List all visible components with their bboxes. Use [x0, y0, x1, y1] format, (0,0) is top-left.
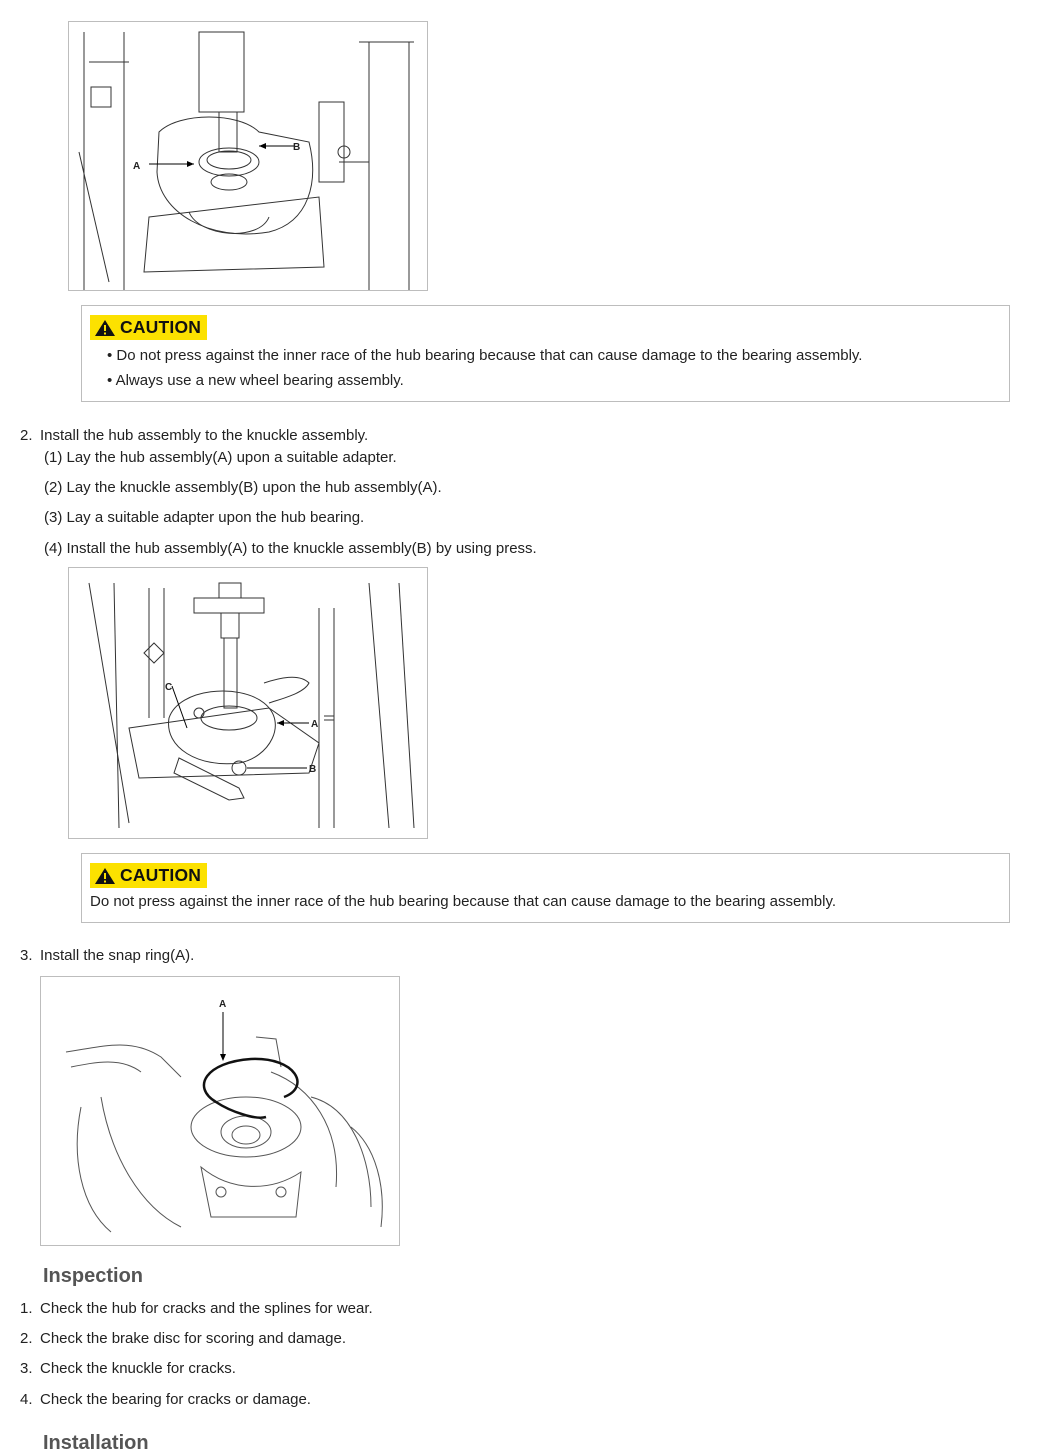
warning-icon: [94, 319, 116, 337]
callout-a: A: [219, 999, 227, 1010]
step-text: Install the hub assembly to the knuckle assembly.: [40, 427, 369, 444]
inspection-heading: Inspection: [43, 1265, 144, 1287]
inspection-item: [20, 1300, 373, 1317]
substep: (2) Lay the knuckle assembly(B) upon the hub assembly(A).: [44, 479, 442, 496]
step-text: Install the snap ring(A).: [40, 947, 195, 964]
figure-hub-knuckle-press: [68, 567, 428, 839]
inspection-item: [20, 1330, 346, 1347]
caution-text: Do not press against the inner race of the hub bearing because that can cause damage to the bearing assembly.: [90, 893, 837, 910]
figure-snap-ring: [40, 976, 400, 1246]
caution-label: CAUTION: [120, 865, 202, 885]
installation-heading: Installation: [43, 1432, 149, 1454]
item-number: 1.: [20, 1300, 33, 1317]
caution-bullet: • Always use a new wheel bearing assembly.: [107, 372, 404, 389]
item-number: 4.: [20, 1391, 33, 1408]
item-text: Check the brake disc for scoring and damage.: [40, 1330, 346, 1347]
callout-b: B: [309, 764, 317, 775]
hub-knuckle-press-illustration: [69, 568, 427, 838]
substep: (1) Lay the hub assembly(A) upon a suitable adapter.: [44, 449, 397, 466]
item-number: 3.: [20, 1360, 33, 1377]
inspection-item: [20, 1391, 311, 1408]
callout-b: B: [293, 142, 301, 153]
caution-box-2: [81, 853, 1010, 923]
callout-a: A: [311, 719, 319, 730]
caution-bullet: • Do not press against the inner race of the hub bearing because that can cause damage to the bearing assembly.: [107, 347, 863, 364]
item-text: Check the bearing for cracks or damage.: [40, 1391, 311, 1408]
step-3: [20, 947, 194, 964]
snap-ring-illustration: [41, 977, 399, 1245]
inspection-item: [20, 1360, 236, 1377]
item-text: Check the hub for cracks and the splines for wear.: [40, 1300, 373, 1317]
substep: (4) Install the hub assembly(A) to the knuckle assembly(B) by using press.: [44, 540, 537, 557]
figure-hub-bearing-press: [68, 21, 428, 291]
step-number: 3.: [20, 947, 33, 964]
item-text: Check the knuckle for cracks.: [40, 1360, 236, 1377]
hub-bearing-press-illustration: [69, 22, 427, 290]
callout-c: C: [165, 682, 173, 693]
caution-badge: [90, 863, 207, 888]
step-2: [20, 427, 368, 444]
warning-icon: [94, 867, 116, 885]
caution-box-1: [81, 305, 1010, 402]
substep: (3) Lay a suitable adapter upon the hub bearing.: [44, 509, 365, 526]
item-number: 2.: [20, 1330, 33, 1347]
caution-label: CAUTION: [120, 317, 202, 337]
caution-badge: [90, 315, 207, 340]
step-number: 2.: [20, 427, 33, 444]
callout-a: A: [133, 161, 141, 172]
